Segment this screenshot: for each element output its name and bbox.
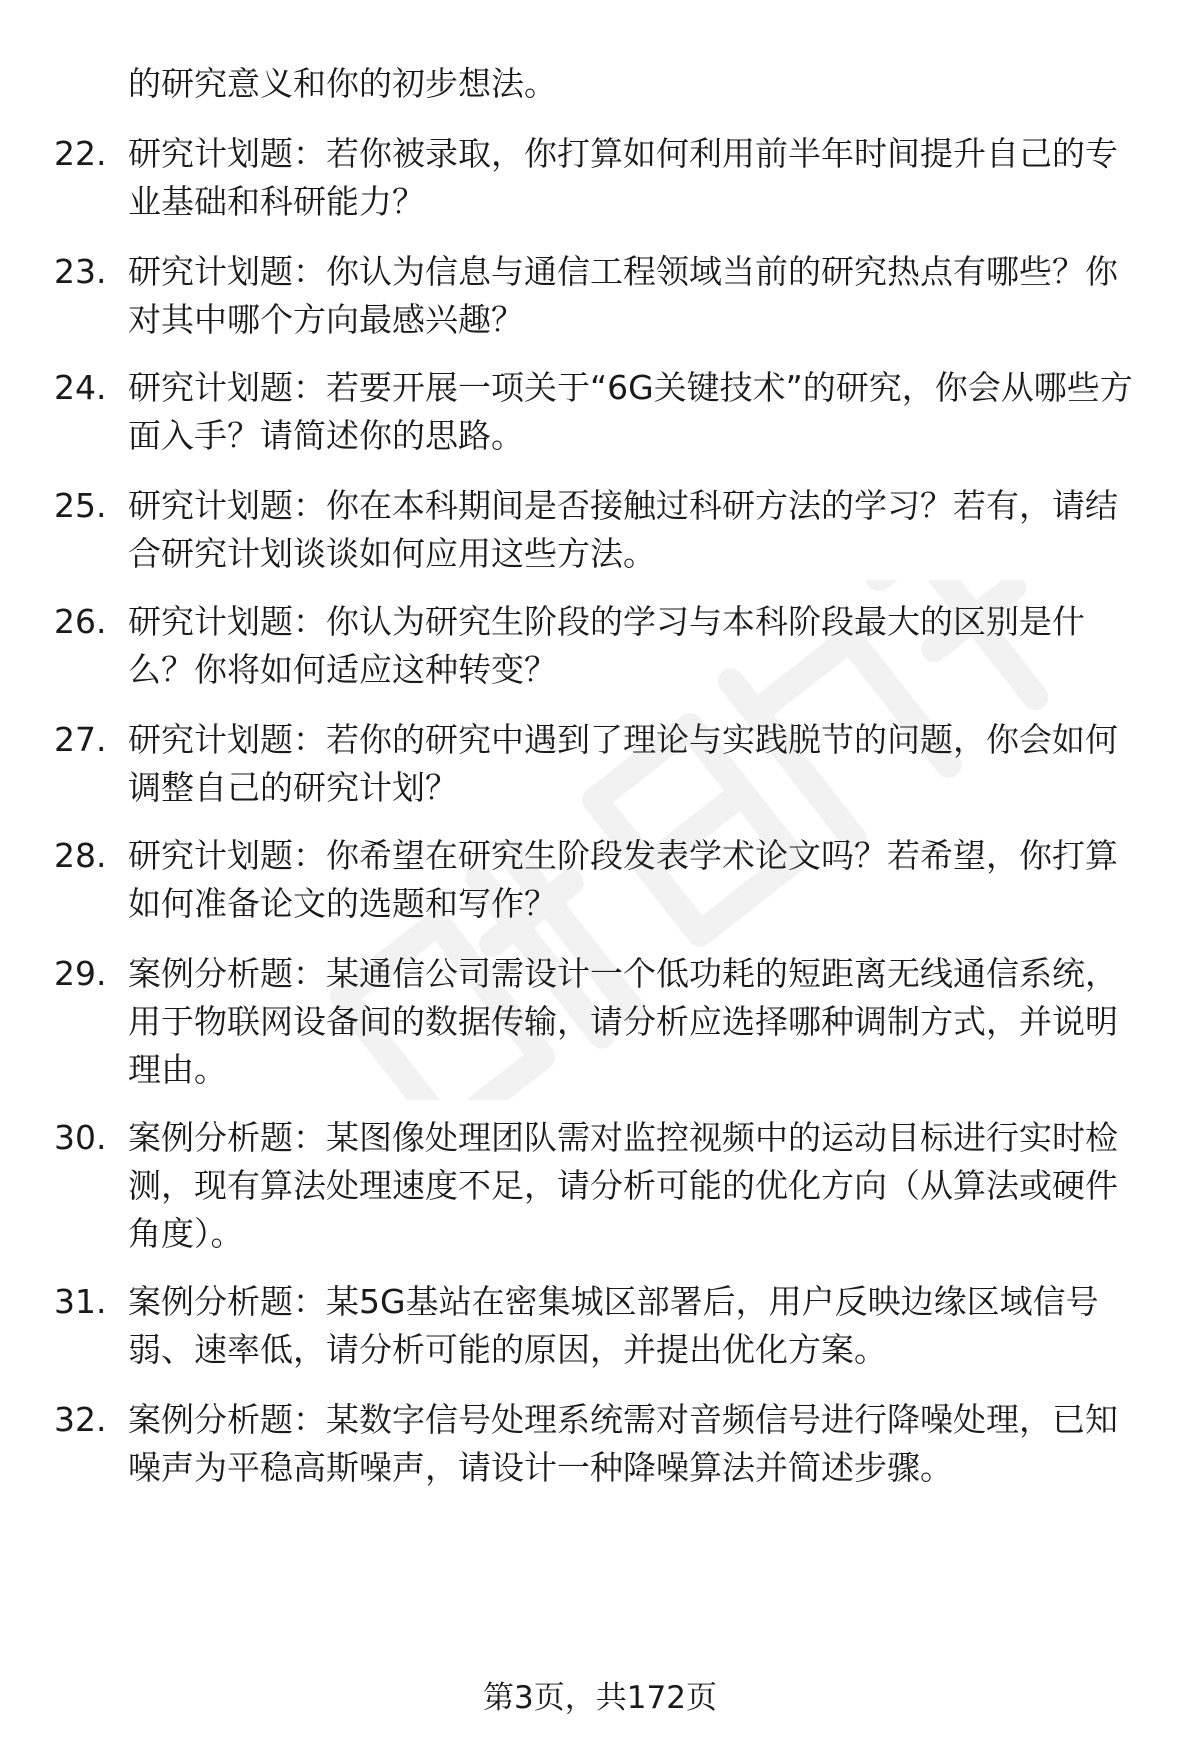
question-text: 案例分析题：某数字信号处理系统需对音频信号进行降噪处理，已知噪声为平稳高斯噪声，请设计一种降噪算法并简述步骤。: [128, 1400, 1118, 1487]
question-text: 研究计划题：你认为研究生阶段的学习与本科阶段最大的区别是什么？你将如何适应这种转变？: [128, 602, 1085, 689]
page-footer: 第3页，共172页: [483, 1680, 717, 1716]
question-text: 研究计划题：你在本科期间是否接触过科研方法的学习？若有，请结合研究计划谈谈如何应用这些方法。: [128, 486, 1118, 573]
question-text: 研究计划题：若你的研究中遇到了理论与实践脱节的问题，你会如何调整自己的研究计划？: [128, 720, 1118, 807]
question-number: 26.: [54, 602, 107, 641]
question-number: 22.: [54, 134, 107, 173]
question-text: 研究计划题：若要开展一项关于“6G关键技术”的研究，你会从哪些方面入手？请简述你的思路。: [128, 368, 1133, 455]
question-number: 31.: [54, 1282, 107, 1321]
question-number: 32.: [54, 1400, 107, 1439]
question-number: 25.: [54, 486, 107, 525]
question-text: 案例分析题：某通信公司需设计一个低功耗的短距离无线通信系统，用于物联网设备间的数据传输，请分析应选择哪种调制方式，并说明理由。: [128, 954, 1118, 1089]
question-text: 研究计划题：你希望在研究生阶段发表学术论文吗？若希望，你打算如何准备论文的选题和写作？: [128, 836, 1118, 923]
question-number: 29.: [54, 954, 107, 993]
question-text: 案例分析题：某5G基站在密集城区部署后，用户反映边缘区域信号弱、速率低，请分析可能的原因，并提出优化方案。: [128, 1282, 1099, 1369]
question-number: 28.: [54, 836, 107, 875]
question-number: 24.: [54, 368, 107, 407]
question-number: 30.: [54, 1118, 107, 1157]
continuation-text: 的研究意义和你的初步想法。: [128, 64, 557, 103]
question-text: 研究计划题：若你被录取，你打算如何利用前半年时间提升自己的专业基础和科研能力？: [128, 134, 1118, 221]
question-number: 27.: [54, 720, 107, 759]
question-text: 案例分析题：某图像处理团队需对监控视频中的运动目标进行实时检测，现有算法处理速度不足，请分析可能的优化方向（从算法或硬件角度）。: [128, 1118, 1118, 1253]
question-text: 研究计划题：你认为信息与通信工程领域当前的研究热点有哪些？你对其中哪个方向最感兴趣？: [128, 252, 1118, 339]
question-number: 23.: [54, 252, 107, 291]
